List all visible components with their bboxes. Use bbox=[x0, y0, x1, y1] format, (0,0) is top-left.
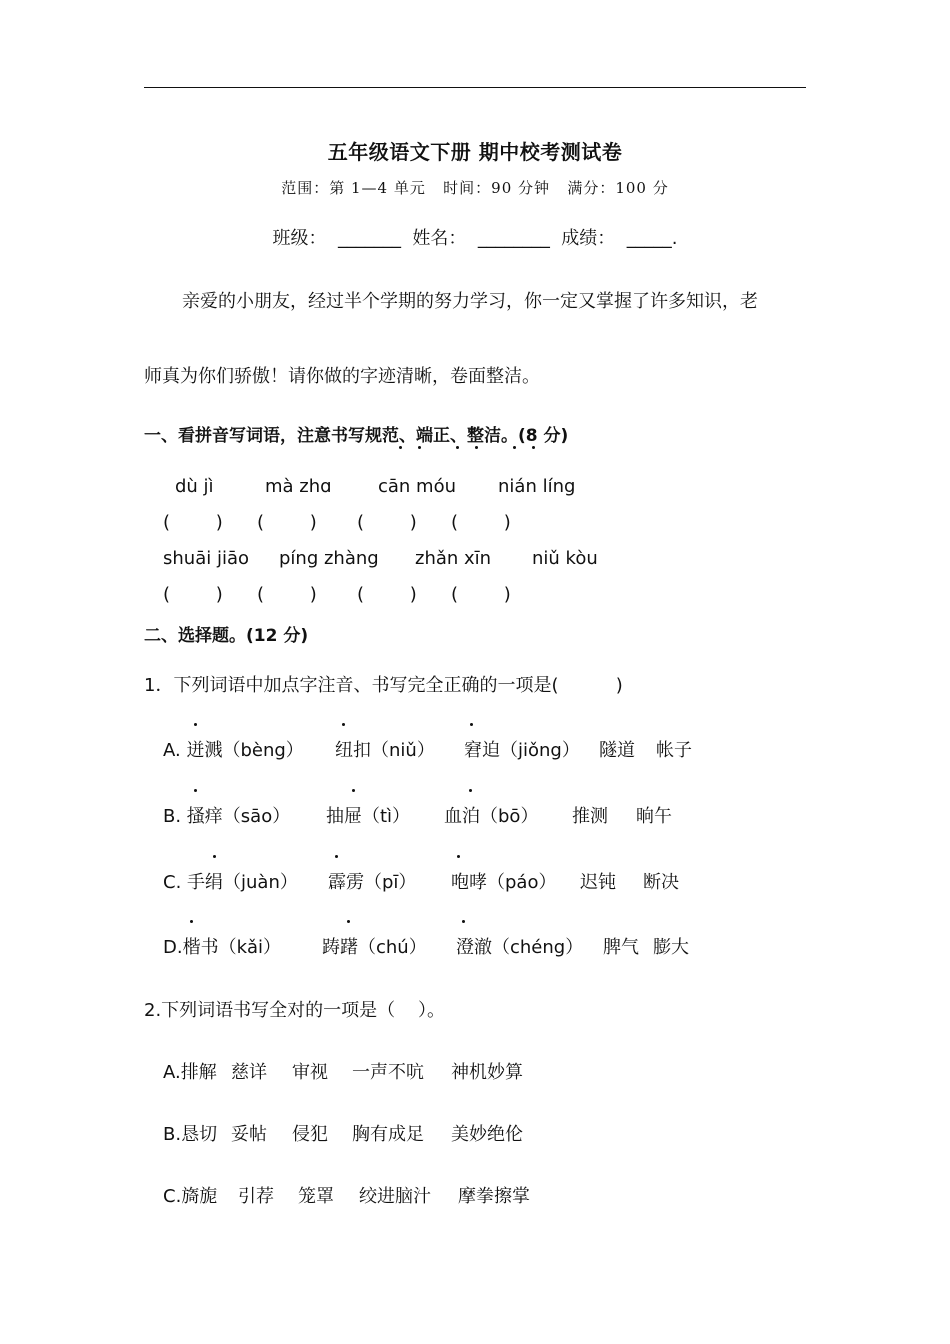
q2-option-c-word-4: 绞进脑汁 bbox=[359, 1186, 431, 1207]
option-d-word-4: 脾气 bbox=[603, 937, 639, 958]
student-info-line: 班级： _______ 姓名： ________ 成绩： _____. bbox=[272, 228, 678, 249]
pinyin-item: niǔ kòu bbox=[532, 548, 598, 569]
q2-option-a-word-5: 神机妙算 bbox=[451, 1062, 523, 1083]
pinyin-item: zhǎn xīn bbox=[415, 548, 492, 569]
q2-option-c-word-1[interactable]: C.旖旎 bbox=[163, 1186, 218, 1207]
option-d-word-1[interactable]: D.楷书（kǎi） bbox=[163, 937, 282, 958]
emphasis-dot bbox=[194, 723, 197, 726]
answer-blank[interactable]: ( ) bbox=[357, 584, 417, 605]
answer-blank[interactable]: ( ) bbox=[451, 512, 511, 533]
emphasis-dot bbox=[532, 446, 535, 449]
pinyin-item: nián líng bbox=[498, 476, 576, 497]
option-d-word-2: 踌躇（chú） bbox=[322, 937, 427, 958]
option-a-word-1[interactable]: A. 迸溅（bèng） bbox=[163, 740, 304, 761]
section-1-heading: 一、看拼音写词语，注意书写规范、端正、整洁。(8 分) bbox=[144, 426, 569, 446]
top-rule bbox=[144, 87, 806, 88]
option-a-word-2: 纽扣（niǔ） bbox=[335, 740, 435, 761]
pinyin-item: cān móu bbox=[378, 476, 457, 497]
option-b-word-4: 推测 bbox=[572, 806, 608, 827]
pinyin-item: mà zhɑ bbox=[265, 476, 332, 497]
intro-line-2: 师真为你们骄傲！请你做的字迹清晰，卷面整洁。 bbox=[144, 366, 540, 387]
emphasis-dot bbox=[462, 920, 465, 923]
answer-blank[interactable]: ( ) bbox=[357, 512, 417, 533]
option-b-word-3: 血泊（bō） bbox=[444, 806, 539, 827]
pinyin-item: píng zhàng bbox=[279, 548, 379, 569]
answer-blank[interactable]: ( ) bbox=[163, 512, 223, 533]
emphasis-dot bbox=[513, 446, 516, 449]
emphasis-dot bbox=[194, 789, 197, 792]
option-c-word-5: 断决 bbox=[643, 872, 679, 893]
option-a-word-3: 窘迫（jiǒng） bbox=[464, 740, 580, 761]
emphasis-dot bbox=[399, 446, 402, 449]
question-1-stem: 1．下列词语中加点字注音、书写完全正确的一项是( ) bbox=[144, 675, 623, 696]
emphasis-dot bbox=[469, 789, 472, 792]
option-a-word-5: 帐子 bbox=[656, 740, 692, 761]
q2-option-a-word-3: 审视 bbox=[292, 1062, 328, 1083]
option-c-word-4: 迟钝 bbox=[580, 872, 616, 893]
q2-option-b-word-5: 美妙绝伦 bbox=[451, 1124, 523, 1145]
pinyin-item: shuāi jiāo bbox=[163, 548, 249, 569]
pinyin-item: dù jì bbox=[175, 476, 214, 497]
q2-option-b-word-3: 侵犯 bbox=[292, 1124, 328, 1145]
option-c-word-2: 霹雳（pī） bbox=[328, 872, 417, 893]
q2-option-a-word-4: 一声不吭 bbox=[352, 1062, 424, 1083]
emphasis-dot bbox=[213, 855, 216, 858]
emphasis-dot bbox=[470, 723, 473, 726]
emphasis-dot bbox=[418, 446, 421, 449]
option-a-word-4: 隧道 bbox=[599, 740, 635, 761]
option-c-word-3: 咆哮（páo） bbox=[451, 872, 557, 893]
q2-option-b-word-1[interactable]: B.恳切 bbox=[163, 1124, 218, 1145]
q2-option-c-word-2: 引荐 bbox=[238, 1186, 274, 1207]
intro-line-1: 亲爱的小朋友，经过半个学期的努力学习，你一定又掌握了许多知识，老 bbox=[182, 291, 758, 312]
answer-blank[interactable]: ( ) bbox=[163, 584, 223, 605]
emphasis-dot bbox=[342, 723, 345, 726]
q2-option-a-word-1[interactable]: A.排解 bbox=[163, 1062, 217, 1083]
option-b-word-1[interactable]: B. 搔痒（sāo） bbox=[163, 806, 291, 827]
option-b-word-2: 抽屉（tì） bbox=[326, 806, 411, 827]
option-c-word-1[interactable]: C. 手绢（juàn） bbox=[163, 872, 298, 893]
answer-blank[interactable]: ( ) bbox=[257, 584, 317, 605]
emphasis-dot bbox=[347, 920, 350, 923]
q2-option-b-word-2: 妥帖 bbox=[231, 1124, 267, 1145]
emphasis-dot bbox=[352, 789, 355, 792]
answer-blank[interactable]: ( ) bbox=[451, 584, 511, 605]
page-title: 五年级语文下册 期中校考测试卷 bbox=[327, 140, 623, 164]
q2-option-c-word-5: 摩拳擦掌 bbox=[458, 1186, 530, 1207]
option-b-word-5: 晌午 bbox=[636, 806, 672, 827]
option-d-word-3: 澄澈（chéng） bbox=[456, 937, 584, 958]
section-2-heading: 二、选择题。(12 分) bbox=[144, 626, 309, 646]
q2-option-c-word-3: 笼罩 bbox=[298, 1186, 334, 1207]
emphasis-dot bbox=[475, 446, 478, 449]
q2-option-b-word-4: 胸有成足 bbox=[352, 1124, 424, 1145]
emphasis-dot bbox=[190, 920, 193, 923]
option-d-word-5: 膨大 bbox=[653, 937, 689, 958]
answer-blank[interactable]: ( ) bbox=[257, 512, 317, 533]
emphasis-dot bbox=[335, 855, 338, 858]
question-2-stem: 2.下列词语书写全对的一项是（ ）。 bbox=[144, 1000, 446, 1021]
emphasis-dot bbox=[457, 855, 460, 858]
q2-option-a-word-2: 慈详 bbox=[231, 1062, 267, 1083]
emphasis-dot bbox=[456, 446, 459, 449]
exam-scope-line: 范围：第 1—4 单元 时间：90 分钟 满分：100 分 bbox=[281, 179, 669, 197]
